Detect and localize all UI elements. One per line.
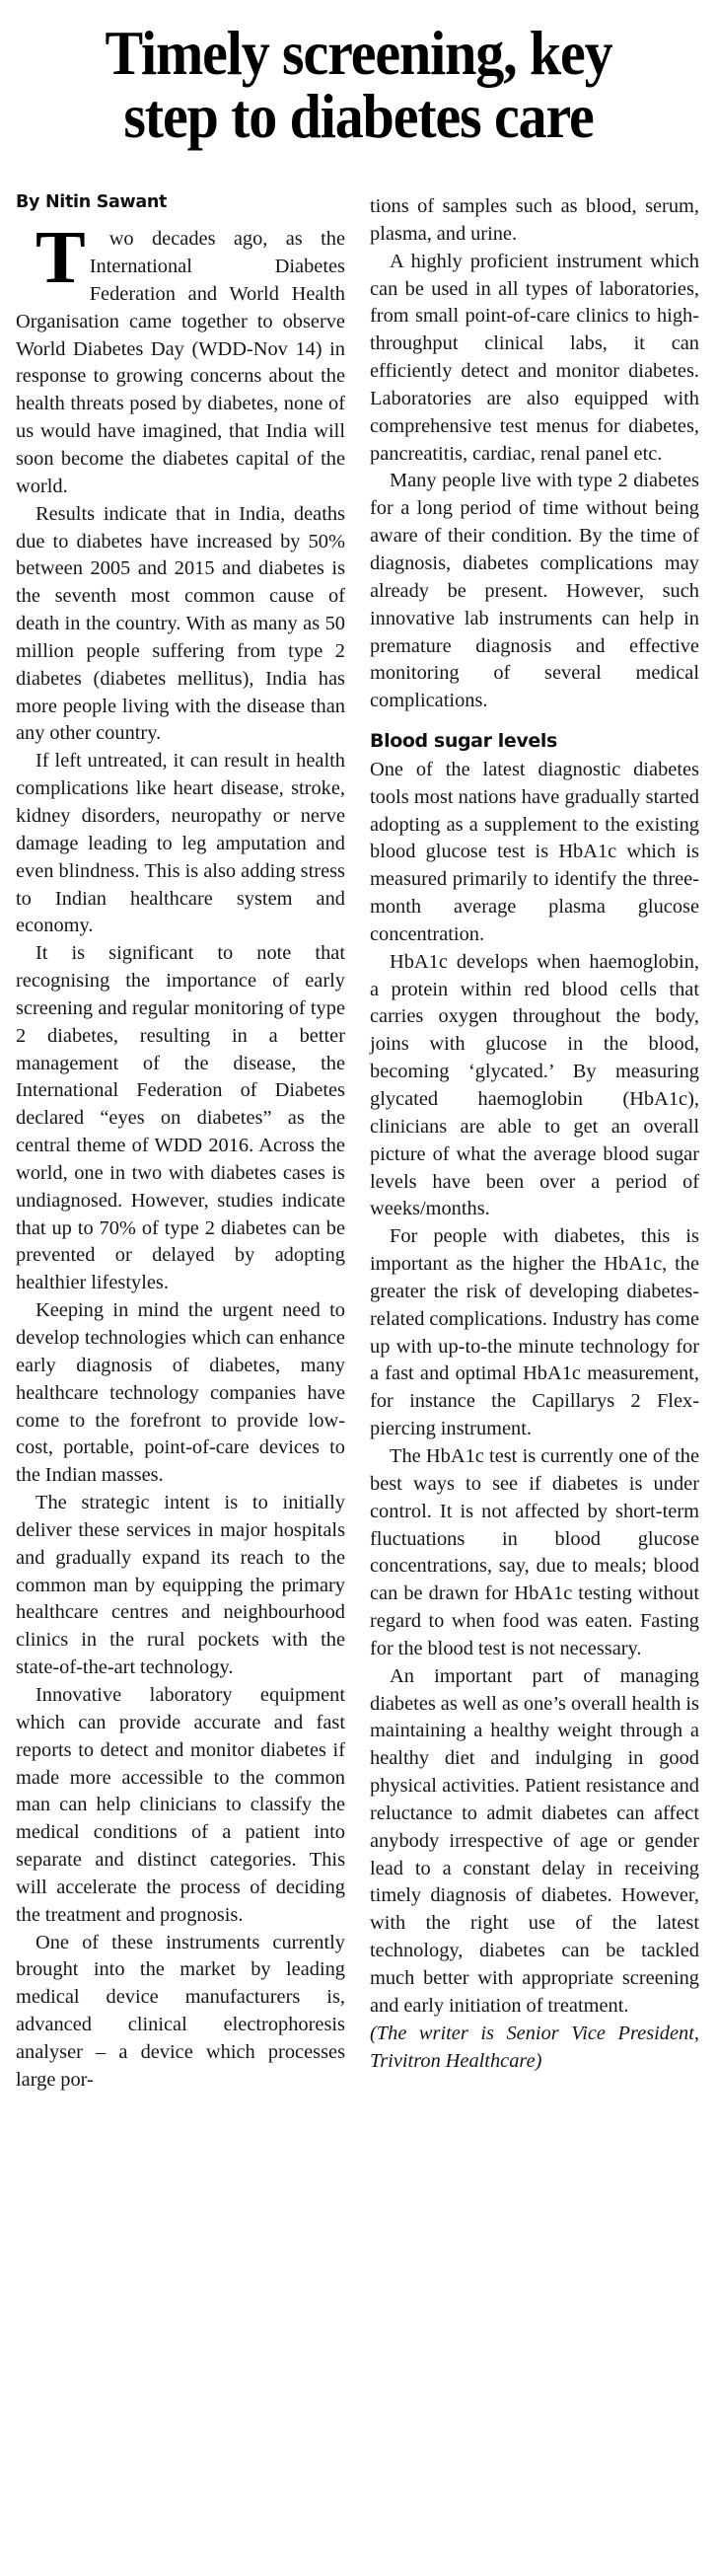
- article-columns: [16, 193, 701, 2576]
- paragraph: It is significant to note that recognising the importance of early screening and regular monitoring of type 2 diabetes, resulting in a better management of the disease, the International Federation of Diabetes declared “eyes on diabetes” as the central theme of WDD 2016. Across the world, one in two with diabetes cases is undiagnosed. However, studies indicate that up to 70% of type 2 diabetes can be prevented or delayed by adopting healthier lifestyles.: [16, 942, 345, 1294]
- headline-line-1: Timely screening, key: [105, 19, 612, 88]
- author-credit: (The writer is Senior Vice President, Trivitron Healthcare): [370, 2022, 699, 2072]
- paragraph: An important part of managing diabetes as well as one’s overall health is maintaining a healthy weight through a healthy diet and indulging in good physical activities. Patient resistance and reluctance to admit diabetes can affect anybody irrespective of age or gender lead to a constant delay in receiving timely diagnosis of diabetes. However, with the right use of the latest technology, diabetes can be tackled much better with appropriate screening and early initiation of treatment.: [370, 1664, 699, 2017]
- paragraph: Keeping in mind the urgent need to develop technologies which can enhance early diagnosis of diabetes, many healthcare technology companies have come to the forefront to provide low-cost, portable, point-of-care devices to the Indian masses.: [16, 1299, 345, 1487]
- article-column-right: [370, 193, 699, 2576]
- paragraph: For people with diabetes, this is important as the higher the HbA1c, the greater the risk of developing diabetes-related complications. Industry has come up with up-to-the minute technology for a fast and optimal HbA1c measurement, for instance the Capillarys 2 Flex-piercing instrument.: [370, 1225, 699, 1440]
- paragraph: The strategic intent is to initially deliver these services in major hospitals and gradually expand its reach to the common man by equipping the primary healthcare centres and neighbourhood clinics in the rural pockets with the state-of-the-art technology.: [16, 1492, 345, 1679]
- headline-line-2: step to diabetes care: [123, 81, 594, 151]
- article-byline: By Nitin Sawant: [16, 192, 168, 212]
- section-subheading: Blood sugar levels: [370, 730, 557, 753]
- paragraph: HbA1c develops when haemoglobin, a protein within red blood cells that carries oxygen throughout the body, joins with glucose in the blood, becoming ‘glycated.’ By measuring glycated haemoglobin (HbA1c), clinicians are able to get an overall picture of what the average blood sugar levels have been over a period of weeks/months.: [370, 950, 699, 1220]
- paragraph: Two decades ago, as the International Diabetes Federation and World Health Organisation came together to observe World Diabetes Day (WDD-Nov 14) in response to growing concerns about the health threats posed by diabetes, none of us would have imagined, that India will soon become the diabetes capital of the world.: [16, 216, 345, 497]
- paragraph: Innovative laboratory equipment which can provide accurate and fast reports to detect and monitor diabetes if made more accessible to the common man can help clinicians to classify the medical conditions of a patient into separate and distinct categories. This will accelerate the process of deciding the treatment and prognosis.: [16, 1683, 345, 1926]
- paragraph-continuation: tions of samples such as blood, serum, plasma, and urine.: [370, 195, 699, 245]
- paragraph: If left untreated, it can result in health complications like heart disease, stroke, kidney disorders, neuropathy or nerve damage leading to leg amputation and even blindness. This is also adding stress to Indian healthcare system and economy.: [16, 750, 345, 937]
- article-headline: [43, 19, 674, 151]
- paragraph: A highly proficient instrument which can be used in all types of laboratories, from small point-of-care clinics to high-throughput clinical labs, it can efficiently detect and monitor diabetes. Laboratories are also equipped with comprehensive test menus for diabetes, pancreatitis, cardiac, renal panel etc.: [370, 250, 699, 465]
- paragraph: The HbA1c test is currently one of the best ways to see if diabetes is under control. It is not affected by short-term fluctuations in blood glucose concentrations, say, due to meals; blood can be drawn for HbA1c testing without regard to when food was eaten. Fasting for the blood test is not necessary.: [370, 1444, 699, 1659]
- paragraph: Many people live with type 2 diabetes for a long period of time without being aware of their condition. By the time of diagnosis, diabetes complications may already be present. However, such innovative lab instruments can help in premature diagnosis and effective monitoring of several medical complications.: [370, 470, 699, 712]
- paragraph: Results indicate that in India, deaths due to diabetes have increased by 50% between 2005 and 2015 and diabetes is the seventh most common cause of death in the country. With as many as 50 million people suffering from type 2 diabetes (diabetes mellitus), India has more people living with the disease than any other country.: [16, 502, 345, 745]
- paragraph: One of these instruments currently brought into the market by leading medical device manufacturers is, advanced clinical electrophoresis analyser – a device which processes large por-: [16, 1931, 345, 2091]
- article-column-left: [16, 193, 345, 2576]
- paragraph: One of the latest diagnostic diabetes tools most nations have gradually started adopting as a supplement to the existing blood glucose test is HbA1c which is measured primarily to identify the three-month average plasma glucose concentration.: [370, 758, 699, 945]
